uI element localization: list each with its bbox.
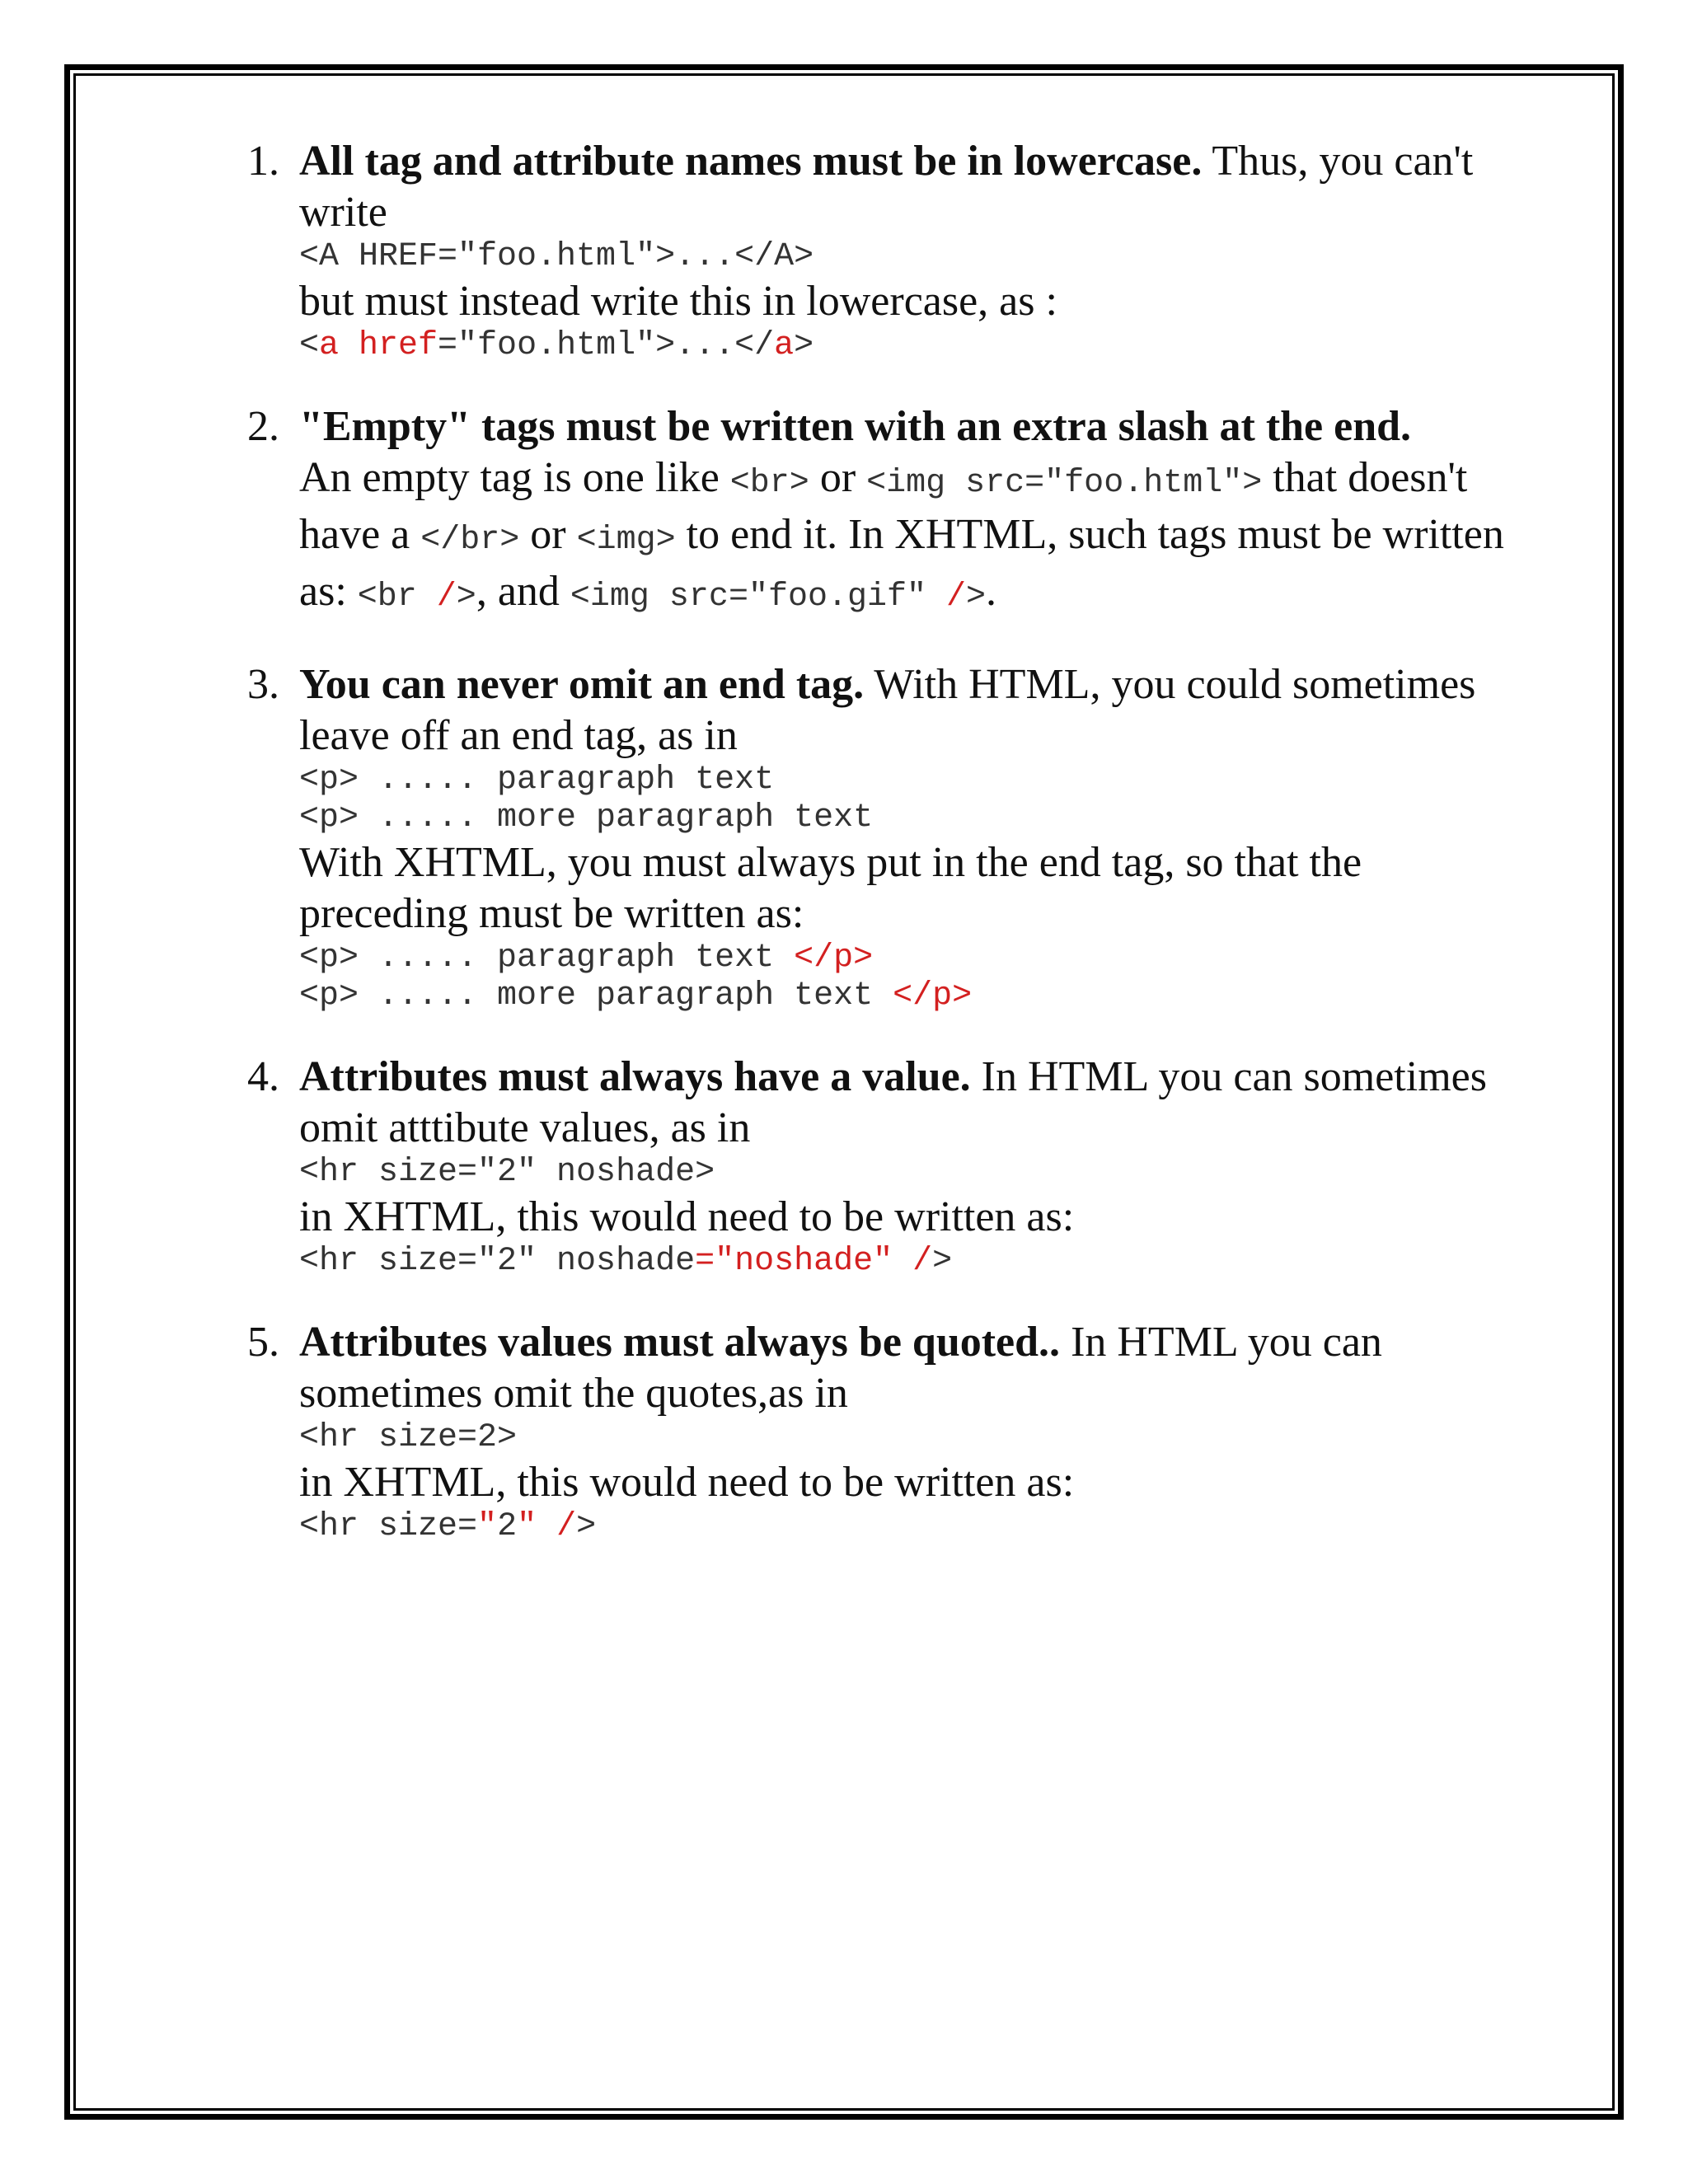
item-number: 1.: [247, 138, 279, 185]
code-example-line: <p> ..... more paragraph text: [299, 799, 874, 837]
rule-heading: All tag and attribute names must be in lowercase.: [299, 138, 1203, 185]
code-example-line: <p> ..... paragraph text: [299, 762, 775, 799]
code-example-correct: <hr size="2" noshade="noshade" />: [299, 1243, 953, 1280]
rule-text: You can never omit an end tag. With HTML, you could sometimes leave off an end tag, as in: [299, 661, 1476, 759]
item-number: 2.: [247, 403, 279, 450]
rule-text-continued: in XHTML, this would need to be written as:: [299, 1459, 1075, 1506]
rule-item-1: [247, 136, 1508, 365]
code-example: <A HREF="foo.html">...</A>: [299, 238, 814, 275]
rule-heading: Attributes must always have a value.: [299, 1053, 971, 1100]
rule-heading: You can never omit an end tag.: [299, 661, 865, 708]
code-example: <hr size=2>: [299, 1419, 518, 1456]
code-example-correct: <hr size="2" />: [299, 1508, 597, 1545]
code-example-correct-line: <p> ..... paragraph text </p>: [299, 940, 874, 977]
rule-text-continued: in XHTML, this would need to be written as:: [299, 1193, 1075, 1240]
rule-text: An empty tag is one like <br> or <img src="foo.html"> that doesn't have a </br> or <img> to end it. In XHTML, such tags must be written as: <br />, and <img src="foo.gif" />.: [299, 454, 1504, 616]
rule-item-4: [247, 1052, 1508, 1281]
rule-text: Attributes must always have a value. In HTML you can sometimes omit atttibute values, as in: [299, 1053, 1487, 1151]
code-example-correct-line: <p> ..... more paragraph text </p>: [299, 977, 973, 1015]
item-number: 5.: [247, 1319, 279, 1366]
rule-text-continued: With XHTML, you must always put in the end tag, so that the preceding must be written as:: [299, 839, 1362, 937]
code-example: <hr size="2" noshade>: [299, 1154, 715, 1191]
rule-item-2: [247, 401, 1508, 623]
rule-text: All tag and attribute names must be in lowercase. Thus, you can't write: [299, 138, 1474, 236]
rule-item-5: [247, 1317, 1508, 1546]
rule-item-3: [247, 659, 1508, 1015]
document-body: [247, 136, 1508, 1582]
item-number: 4.: [247, 1053, 279, 1100]
rule-heading: "Empty" tags must be written with an extra slash at the end.: [299, 403, 1412, 450]
item-number: 3.: [247, 661, 279, 708]
rule-heading: Attributes values must always be quoted..: [299, 1319, 1061, 1366]
code-example-correct: <a href="foo.html">...</a>: [299, 327, 814, 364]
rule-text: Attributes values must always be quoted.. In HTML you can sometimes omit the quotes,as in: [299, 1319, 1382, 1417]
rule-text-continued: but must instead write this in lowercase, as :: [299, 278, 1057, 325]
